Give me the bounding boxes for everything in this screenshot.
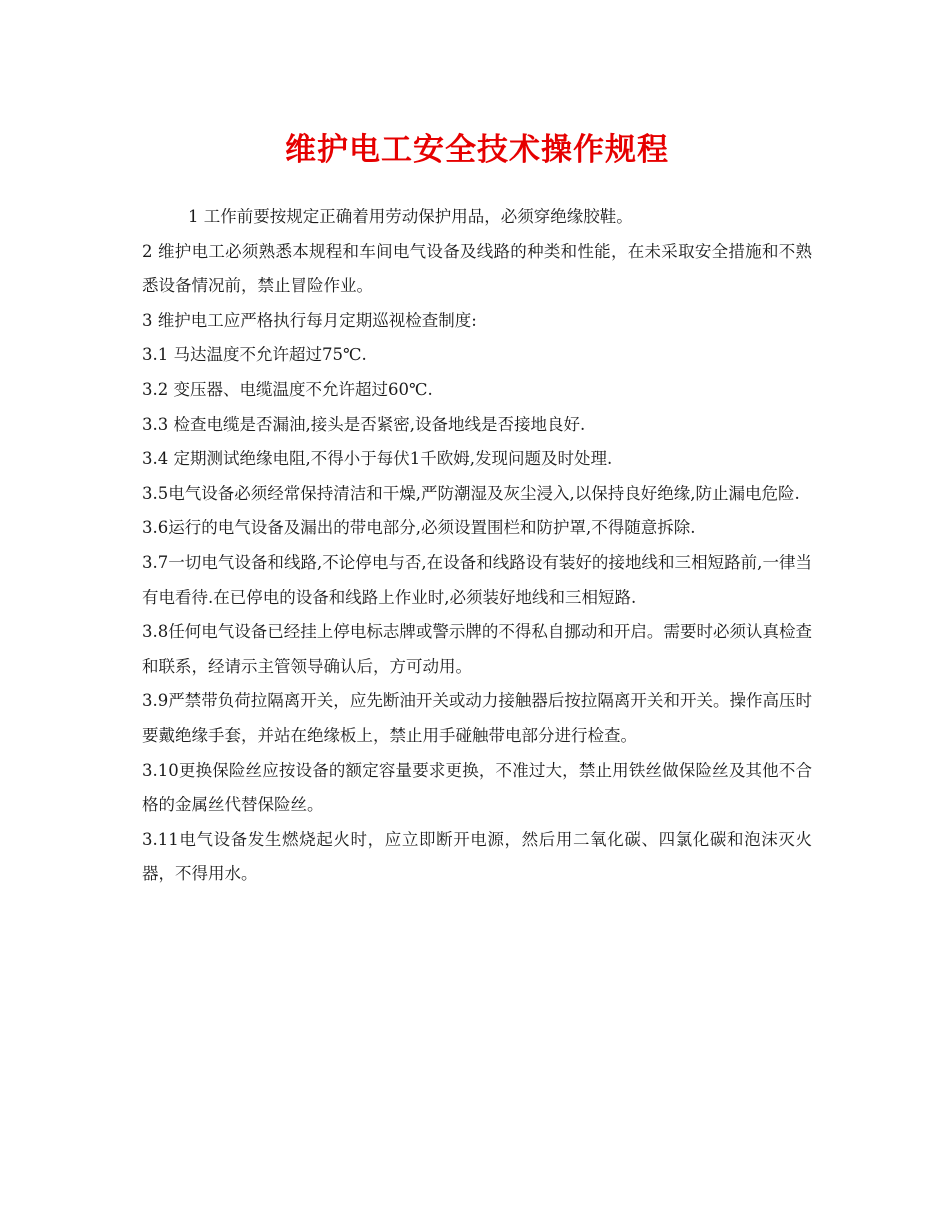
paragraph-3-8: 3.8任何电气设备已经挂上停电标志牌或警示牌的不得私自挪动和开启。需要时必须认真检查和联系，经请示主管领导确认后，方可动用。 (142, 622, 812, 676)
paragraph-3-11: 3.11电气设备发生燃烧起火时，应立即断开电源，然后用二氧化碳、四氯化碳和泡沫灭火器，不得用水。 (142, 829, 812, 884)
paragraph-3-3: 3.3 检查电缆是否漏油,接头是否紧密,设备地线是否接地良好. (142, 414, 586, 434)
paragraph-3-2: 3.2 变压器、电缆温度不允许超过60℃. (142, 379, 433, 399)
paragraph-3-1: 3.1 马达温度不允许超过75℃. (142, 345, 367, 365)
document-title: 维护电工安全技术操作规程 (285, 132, 669, 168)
paragraph-3-4: 3.4 定期测试绝缘电阻,不得小于每伏1千欧姆,发现问题及时处理. (142, 449, 613, 469)
document-body (142, 200, 812, 892)
paragraph-2: 2 维护电工必须熟悉本规程和车间电气设备及线路的种类和性能，在未采取安全措施和不熟悉设备情况前，禁止冒险作业。 (142, 241, 812, 296)
paragraph-3-9: 3.9严禁带负荷拉隔离开关，应先断油开关或动力接触器后按拉隔离开关和开关。操作高压时要戴绝缘手套，并站在绝缘板上，禁止用手碰触带电部分进行检查。 (142, 691, 812, 745)
paragraph-3-7: 3.7一切电气设备和线路,不论停电与否,在设备和线路设有装好的接地线和三相短路前,一律当有电看待.在已停电的设备和线路上作业时,必须装好地线和三相短路. (142, 552, 812, 607)
paragraph-3: 3 维护电工应严格执行每月定期巡视检查制度: (142, 310, 477, 330)
paragraph-3-5: 3.5电气设备必须经常保持清洁和干燥,严防潮湿及灰尘浸入,以保持良好绝缘,防止漏电危险. (142, 483, 800, 503)
paragraph-3-6: 3.6运行的电气设备及漏出的带电部分,必须设置围栏和防护罩,不得随意拆除. (142, 518, 696, 538)
paragraph-1: 1 工作前要按规定正确着用劳动保护用品，必须穿绝缘胶鞋。 (188, 207, 633, 226)
paragraph-3-10: 3.10更换保险丝应按设备的额定容量要求更换，不准过大，禁止用铁丝做保险丝及其他不合格的金属丝代替保险丝。 (142, 760, 812, 815)
